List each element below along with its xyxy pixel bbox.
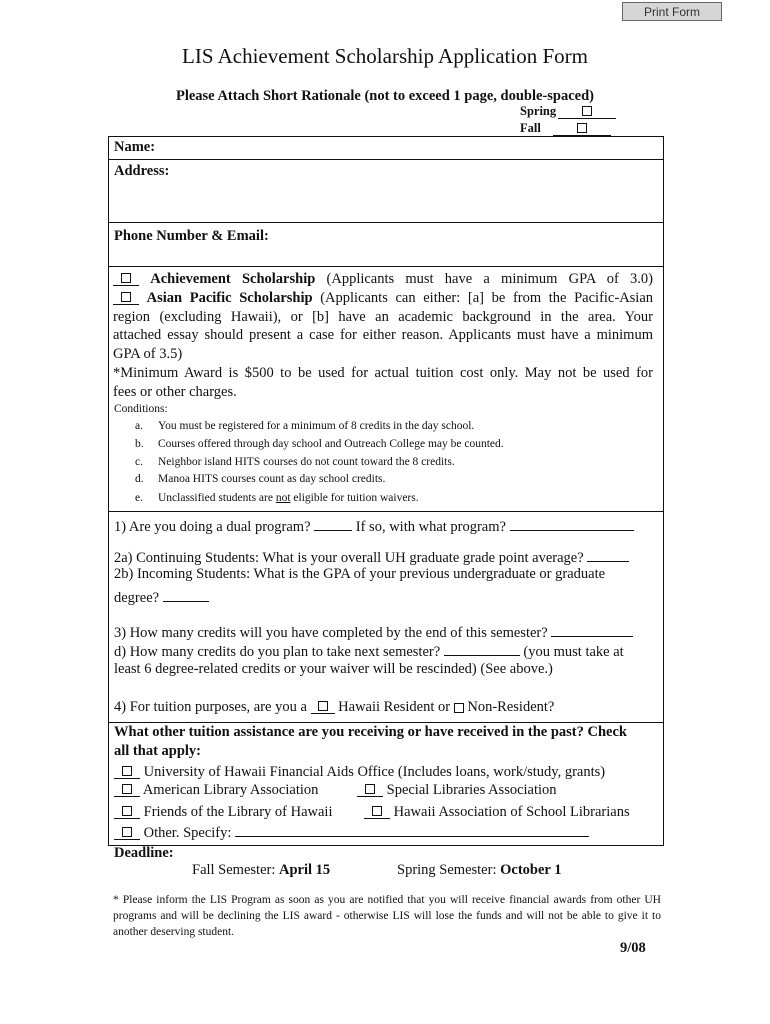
- divider: [108, 222, 664, 223]
- other-assistance-checkbox[interactable]: [122, 827, 132, 837]
- dual-program-input[interactable]: [314, 516, 352, 531]
- assistance-row-hasl: [364, 803, 630, 821]
- achievement-scholarship-name: Achievement Scholarship: [150, 271, 316, 287]
- asian-checkbox-line: [113, 289, 139, 305]
- hawaii-resident-label: Hawaii Resident or: [338, 699, 451, 715]
- divider: [108, 511, 664, 512]
- hasl-checkbox-line: [364, 803, 390, 819]
- spring-deadline-date: October 1: [500, 862, 562, 878]
- sla-label: Special Libraries Association: [386, 782, 557, 798]
- question-2b-line-1: 2b) Incoming Students: What is the GPA of your previous undergraduate or graduate: [114, 566, 606, 582]
- term-fall-label: Fall: [520, 121, 541, 135]
- assistance-heading-line-2: all that apply:: [114, 743, 202, 759]
- print-form-button[interactable]: Print Form: [622, 2, 722, 21]
- footnote: * Please inform the LIS Program as soon as you are notified that you will receive financial awards from other UH programs and will be declining the LIS award - otherwise LIS will lose the funds and will not be able to give it to another deserving student.: [113, 894, 661, 938]
- condition-marker: b.: [135, 438, 144, 450]
- question-4-text: 4) For tuition purposes, are you a: [114, 699, 307, 715]
- subtitle: Please Attach Short Rationale (not to exceed 1 page, double-spaced): [175, 88, 595, 104]
- spring-deadline: [397, 862, 561, 879]
- ala-checkbox[interactable]: [122, 784, 132, 794]
- condition-item: Courses offered through day school and Outreach College may be counted.: [158, 438, 504, 450]
- question-d-text: d) How many credits do you plan to take next semester?: [114, 644, 441, 660]
- question-d: [114, 641, 624, 661]
- award-note-line-2: fees or other charges.: [113, 384, 237, 400]
- uh-financial-aid-label: University of Hawaii Financial Aids Office (Includes loans, work/study, grants): [143, 764, 606, 780]
- condition-marker: e.: [135, 492, 143, 504]
- non-resident-label: Non-Resident?: [467, 699, 555, 715]
- assistance-row-sla: [357, 781, 557, 799]
- question-1: [114, 516, 634, 536]
- term-spring-label: Spring: [520, 104, 557, 118]
- asian-pacific-checkbox[interactable]: [121, 292, 131, 302]
- hasl-label: Hawaii Association of School Librarians: [393, 804, 630, 820]
- hawaii-resident-checkbox[interactable]: [318, 701, 328, 711]
- spring-checkbox[interactable]: [582, 106, 592, 116]
- term-fall: [520, 121, 611, 136]
- achievement-checkbox[interactable]: [121, 273, 131, 283]
- fall-deadline-date: April 15: [279, 862, 331, 878]
- condition-text-before: Unclassified students are: [158, 492, 276, 504]
- question-d-note: (you must take at: [523, 644, 624, 660]
- condition-marker: a.: [135, 420, 143, 432]
- condition-item: Manoa HITS courses count as day school credits.: [158, 473, 386, 485]
- other-checkbox-line: [114, 824, 140, 840]
- asian-requirement-line-2: region (excluding Hawaii), or [b] have an academic background in the area. Your: [113, 309, 653, 325]
- assistance-row-ala: [114, 781, 318, 799]
- friends-library-label: Friends of the Library of Hawaii: [143, 804, 333, 820]
- graduate-gpa-input[interactable]: [587, 547, 629, 562]
- achievement-scholarship-row: [113, 270, 653, 289]
- ala-checkbox-line: [114, 781, 140, 797]
- name-field-label: Name:: [114, 139, 156, 155]
- uh-checkbox-line: [114, 763, 140, 779]
- friends-library-checkbox[interactable]: [122, 806, 132, 816]
- deadline-label: Deadline:: [114, 845, 174, 861]
- asian-requirement-line-4: GPA of 3.5): [113, 346, 183, 362]
- award-note-line-1: *Minimum Award is $500 to be used for actual tuition cost only. May not be used for: [113, 365, 653, 381]
- revision-date: 9/08: [620, 940, 646, 956]
- sla-checkbox-line: [357, 781, 383, 797]
- divider: [108, 266, 664, 267]
- question-1-which-program: If so, with what program?: [355, 519, 506, 535]
- resident-checkbox-line: [311, 698, 335, 714]
- question-3-text: 3) How many credits will you have completed by the end of this semester?: [114, 625, 548, 641]
- question-3: [114, 622, 633, 642]
- fall-deadline: [192, 862, 330, 879]
- condition-item: Neighbor island HITS courses do not count toward the 8 credits.: [158, 456, 455, 468]
- non-resident-checkbox[interactable]: [454, 703, 464, 713]
- condition-text-after: eligible for tuition waivers.: [290, 492, 419, 504]
- ala-label: American Library Association: [142, 782, 319, 798]
- condition-emphasis: not: [275, 492, 291, 504]
- divider: [108, 159, 664, 160]
- asian-pacific-scholarship-name: Asian Pacific Scholarship: [146, 290, 313, 306]
- hasl-checkbox[interactable]: [372, 806, 382, 816]
- condition-item: [158, 492, 419, 504]
- achievement-requirement: (Applicants must have a minimum GPA of 3.0): [326, 271, 653, 287]
- term-spring: [520, 104, 616, 119]
- asian-requirement-line-3: attached essay should present a case for either reason. Applicants must have a minimum: [113, 327, 653, 343]
- assistance-row-uh: [114, 763, 605, 781]
- address-field-label: Address:: [114, 163, 170, 179]
- other-assistance-label: Other. Specify:: [143, 825, 232, 841]
- question-d-line-2: least 6 degree-related credits or your waiver will be rescinded) (See above.): [114, 661, 553, 677]
- question-2a: [114, 547, 629, 567]
- credits-next-semester-input[interactable]: [444, 641, 520, 656]
- question-1-dual-program: 1) Are you doing a dual program?: [114, 519, 311, 535]
- achievement-checkbox-line: [113, 270, 139, 286]
- question-2a-text: 2a) Continuing Students: What is your overall UH graduate grade point average?: [114, 550, 584, 566]
- fall-deadline-label: Fall Semester:: [192, 862, 276, 878]
- condition-marker: c.: [135, 456, 143, 468]
- program-name-input[interactable]: [510, 516, 634, 531]
- uh-financial-aid-checkbox[interactable]: [122, 766, 132, 776]
- previous-gpa-input[interactable]: [163, 587, 209, 602]
- question-2b-degree: degree?: [114, 590, 160, 606]
- assistance-heading-line-1: What other tuition assistance are you receiving or have received in the past? Check: [114, 724, 627, 740]
- question-2b-line-2: [114, 587, 209, 607]
- phone-email-field-label: Phone Number & Email:: [114, 228, 269, 244]
- question-4: [114, 698, 554, 716]
- friends-checkbox-line: [114, 803, 140, 819]
- asian-pacific-scholarship-row: [113, 289, 653, 308]
- other-assistance-input[interactable]: [235, 822, 589, 837]
- assistance-row-friends: [114, 803, 332, 821]
- conditions-heading: Conditions:: [114, 403, 168, 415]
- page-title: LIS Achievement Scholarship Application Form: [182, 44, 588, 68]
- condition-marker: d.: [135, 473, 144, 485]
- fall-checkbox[interactable]: [577, 123, 587, 133]
- condition-item: You must be registered for a minimum of 8 credits in the day school.: [158, 420, 475, 432]
- asian-pacific-requirement: (Applicants can either: [a] be from the Pacific-Asian: [320, 290, 654, 306]
- spring-deadline-label: Spring Semester:: [397, 862, 497, 878]
- assistance-row-other: [114, 822, 589, 842]
- credits-completed-input[interactable]: [551, 622, 633, 637]
- divider: [108, 722, 664, 723]
- sla-checkbox[interactable]: [365, 784, 375, 794]
